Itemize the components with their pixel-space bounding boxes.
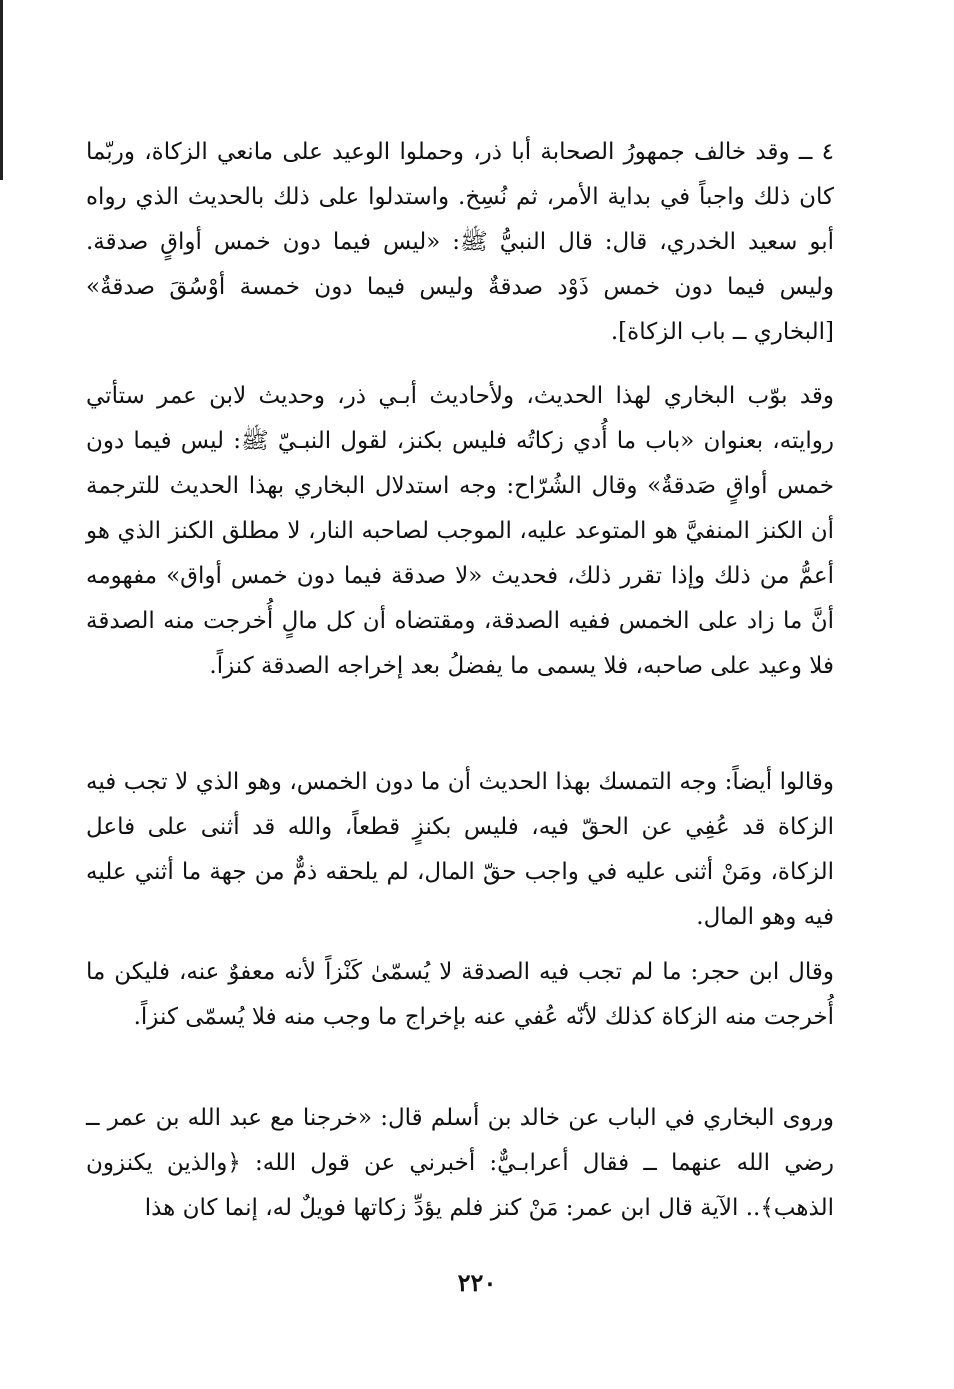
paragraph-text: وروى البخاري في الباب عن خالد بن أسلم قال: «خرجنا مع عبد الله بن عمر ــ رضي الله عنهما ــ فقال أعرابـيٌّ: أخبرني عن قول الله: ﴿والذين يكنزون الذهب﴾.. الآية قال ابن عمر: مَنْ كنز فلم يؤدِّ زكاتها فويلٌ له، إنما كان هذا xyxy=(86,1105,834,1221)
paragraph-1 xyxy=(86,130,834,355)
paragraph-5 xyxy=(86,1096,834,1231)
paragraph-3 xyxy=(86,760,834,940)
paragraph-text: ٤ ــ وقد خالف جمهورُ الصحابة أبا ذر، وحملوا الوعيد على مانعي الزكاة، وربّما كان ذلك واجباً في بداية الأمر، ثم نُسِخ. واستدلوا على ذلك بالحديث الذي رواه أبو سعيد الخدري، قال: قال النبيُّ ﷺ: «ليس فيما دون خمس أواقٍ صدقة. وليس فيما دون خمس ذَوْد صدقةٌ وليس فيما دون خمسة أوْسُقَ صدقةٌ» [البخاري ــ باب الزكاة]. xyxy=(86,139,834,345)
paragraph-text: وقد بوّب البخاري لهذا الحديث، ولأحاديث أبـي ذر، وحديث لابن عمر ستأتي روايته، بعنوان «باب ما أُدي زكاتُه فليس بكنز، لقول النبـيّ ﷺ: ليس فيما دون خمس أواقٍ صَدقةٌ» وقال الشُرّاح: وجه استدلال البخاري بهذا الحديث للترجمة أن الكنز المنفيَّ هو المتوعد عليه، الموجب لصاحبه النار، لا مطلق الكنز الذي هو أعمُّ من ذلك وإذا تقرر ذلك، فحديث «لا صدقة فيما دون خمس أواق» مفهومه أنَّ ما زاد على الخمس ففيه الصدقة، ومقتضاه أن كل مالٍ أُخرجت منه الصدقة فلا وعيد على صاحبه، فلا يسمى ما يفضلُ بعد إخراجه الصدقة كنزاً. xyxy=(86,383,834,679)
paragraph-text: وقالوا أيضاً: وجه التمسك بهذا الحديث أن ما دون الخمس، وهو الذي لا تجب فيه الزكاة قد عُفِي عن الحقّ فيه، فليس بكنزٍ قطعاً، والله قد أثنى على فاعل الزكاة، ومَنْ أثنى عليه في واجب حقّ المال، لم يلحقه ذمٌّ من جهة ما أثني عليه فيه وهو المال. xyxy=(86,769,834,930)
paragraph-4 xyxy=(86,950,834,1040)
scan-edge-shadow xyxy=(0,0,3,180)
paragraph-text: وقال ابن حجر: ما لم تجب فيه الصدقة لا يُسمّىٰ كَنْزاً لأنه معفوٌ عنه، فليكن ما أُخرجت منه الزكاة كذلك لأنّه عُفي عنه بإخراج ما وجب منه فلا يُسمّى كنزاً. xyxy=(86,959,834,1030)
paragraph-2 xyxy=(86,374,834,689)
page-number: ٢٢٠ xyxy=(457,1268,497,1297)
